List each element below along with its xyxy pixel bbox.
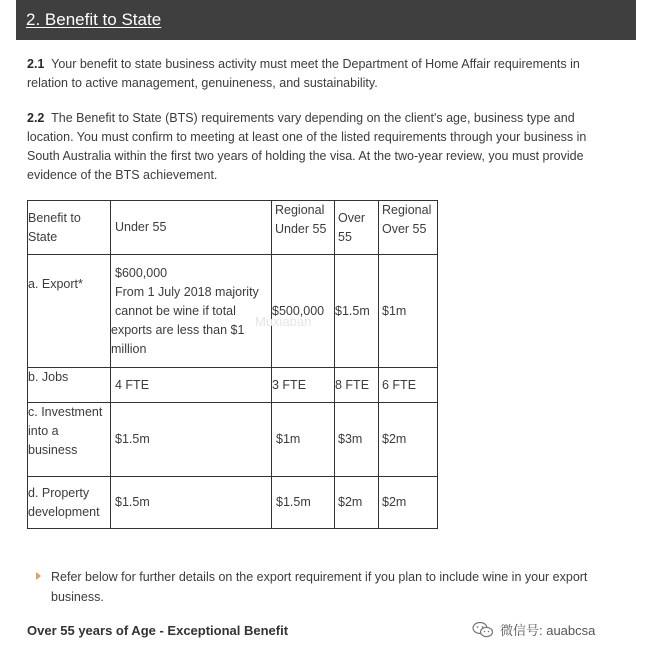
header-over-55: Over 55 [335, 201, 379, 255]
row-label: a. Export* [28, 255, 111, 368]
export-under-55 [111, 255, 272, 368]
cell-under-55: $1.5m [111, 403, 272, 477]
paragraph-number: 2.1 [27, 57, 45, 71]
table-row [28, 368, 438, 403]
cell-under-55: 4 FTE [111, 368, 272, 403]
header-regional-under-55: Regional Under 55 [272, 201, 335, 255]
cell-regional-over-55: 6 FTE [379, 368, 438, 403]
bts-table [27, 200, 438, 529]
section-title[interactable]: 2. Benefit to State [26, 10, 162, 29]
row-label: b. Jobs [28, 368, 111, 403]
header-under-55: Under 55 [111, 201, 272, 255]
wechat-watermark [472, 620, 595, 639]
cell-regional-under-55: $1.5m [272, 477, 335, 529]
watermark: Muxiaban [255, 314, 312, 329]
cell-over-55: $1.5m [335, 255, 379, 368]
header-regional-over-55: Regional Over 55 [379, 201, 438, 255]
paragraph-2-2 [27, 109, 607, 185]
cell-over-55: 8 FTE [335, 368, 379, 403]
export-under-55-line: From 1 July 2018 majority [115, 284, 259, 299]
bullet-text: Refer below for further details on the export requirement if you plan to include wine in your export business. [51, 570, 588, 604]
table-row [28, 255, 438, 368]
export-under-55-line: $600,000 [115, 265, 168, 280]
export-under-55-line: exports are less than $1 [111, 322, 245, 337]
section-header [16, 0, 636, 40]
export-under-55-line: million [111, 341, 147, 356]
paragraph-2-1 [27, 55, 607, 93]
paragraph-text: The Benefit to State (BTS) requirements vary depending on the client's age, business type and location. You must confirm to meeting at least one of the listed requirements through your business in South Australia within the first two years of holding the visa. At the two-year review, you must provide evidence of the BTS achievement. [27, 111, 587, 182]
paragraph-number: 2.2 [27, 111, 45, 125]
cell-regional-over-55: $1m [379, 255, 438, 368]
cell-under-55: $1.5m [111, 477, 272, 529]
cell-over-55: $3m [335, 403, 379, 477]
table-row [28, 403, 438, 477]
cell-regional-over-55: $2m [379, 403, 438, 477]
cell-regional-under-55: $500,000 [272, 255, 335, 368]
export-under-55-line: cannot be wine if total [115, 303, 236, 318]
bullet-arrow-icon [36, 572, 41, 580]
row-label: c. Investment into a business [28, 403, 111, 477]
cell-regional-over-55: $2m [379, 477, 438, 529]
wechat-label: 微信号: auabcsa [500, 623, 596, 638]
section-subheading: Over 55 years of Age - Exceptional Benefit [27, 623, 289, 638]
cell-regional-under-55: 3 FTE [272, 368, 335, 403]
paragraph-text: Your benefit to state business activity must meet the Department of Home Affair requirements in relation to active management, genuineness, and sustainability. [27, 57, 580, 90]
wechat-icon [472, 621, 494, 639]
table-header-row [28, 201, 438, 255]
header-benefit: Benefit to State [28, 201, 111, 255]
table-row [28, 477, 438, 529]
row-label: d. Property development [28, 477, 111, 529]
cell-over-55: $2m [335, 477, 379, 529]
cell-regional-under-55: $1m [272, 403, 335, 477]
